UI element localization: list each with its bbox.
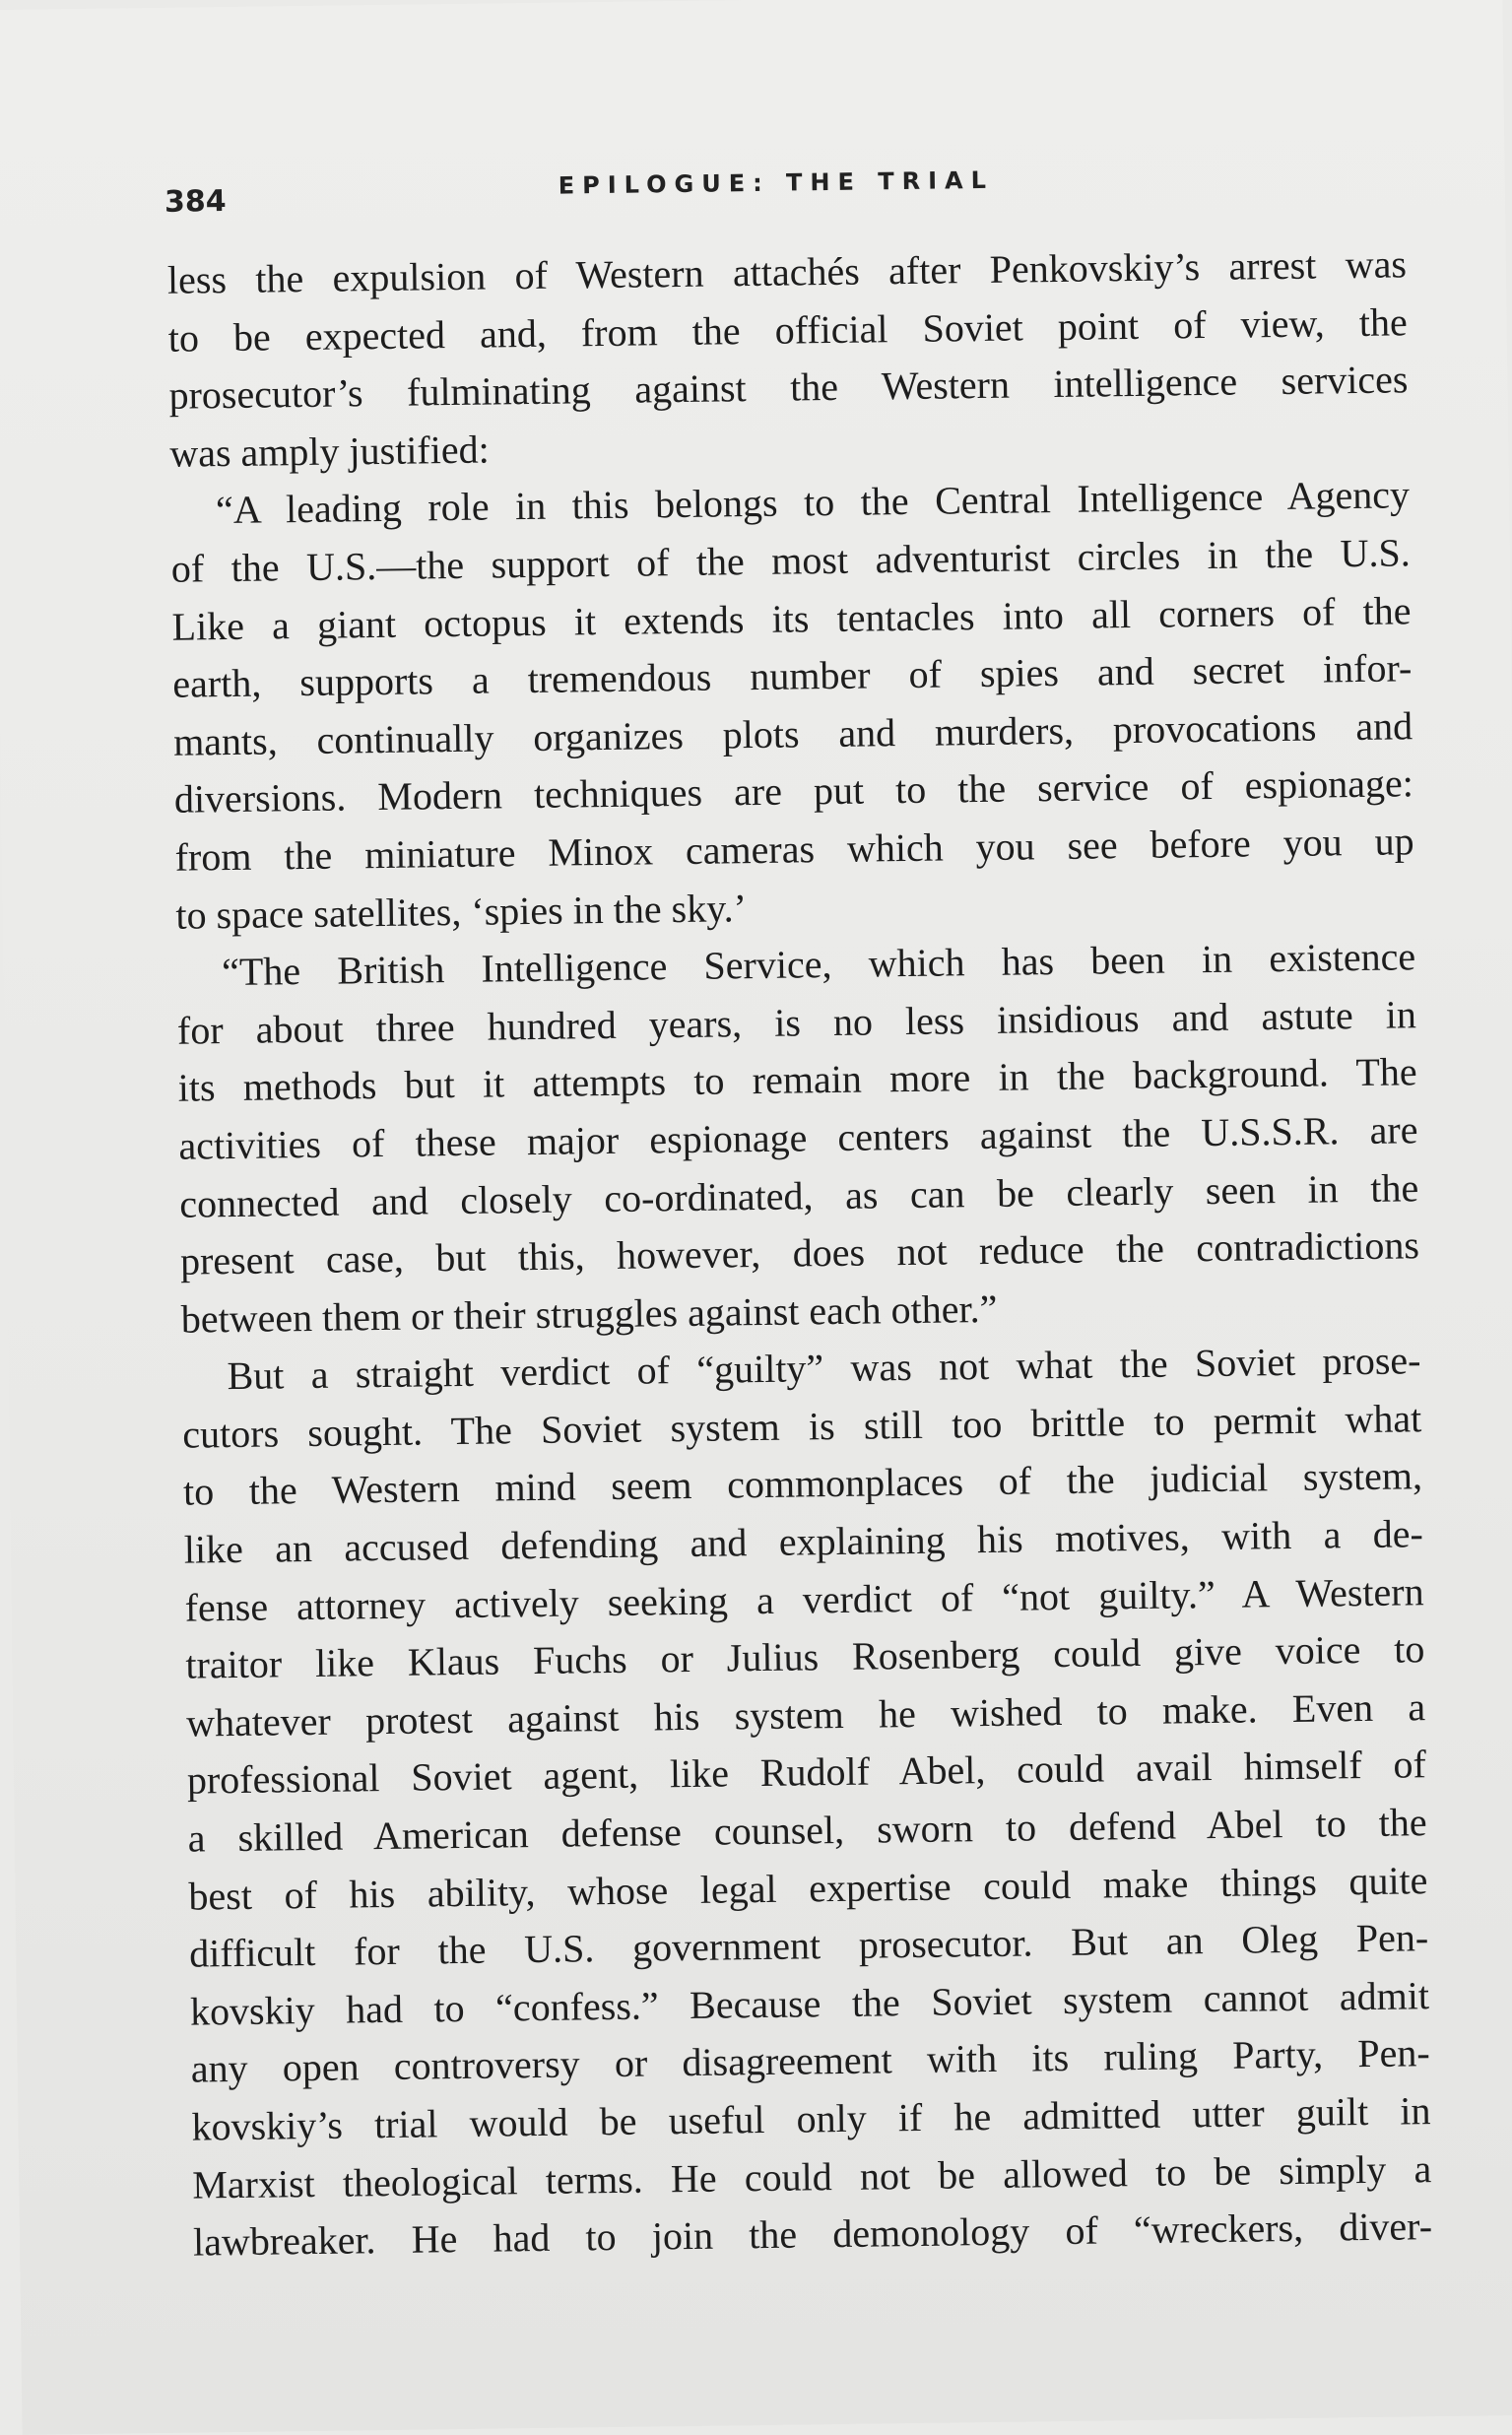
text-line: fense attorney actively seeking a verdict of “not guilty.” A Western bbox=[184, 1568, 1424, 1630]
text-line: difficult for the U.S. government prosecutor. But an Oleg Pen- bbox=[188, 1915, 1429, 1976]
text-line: earth, supports a tremendous number of spies and secret infor- bbox=[172, 645, 1413, 706]
text-line: for about three hundred years, is no less insidious and astute in bbox=[176, 991, 1417, 1053]
text-line: from the miniature Minox cameras which you see before you up bbox=[174, 819, 1414, 880]
text-line: “A leading role in this belongs to the Central Intelligence Agency bbox=[215, 472, 1411, 533]
text-line: traitor like Klaus Fuchs or Julius Rosenberg could give voice to bbox=[185, 1626, 1425, 1687]
text-line: Marxist theological terms. He could not be allowed to be simply a bbox=[192, 2145, 1432, 2207]
text-line: its methods but it attempts to remain more in the background. The bbox=[177, 1049, 1417, 1111]
text-line: kovskiy’s trial would be useful only if he admitted utter guilt in bbox=[191, 2088, 1431, 2149]
body-text bbox=[167, 235, 1433, 2271]
text-line: whatever protest against his system he wished to make. Even a bbox=[185, 1684, 1426, 1745]
text-line: was amply justified: bbox=[169, 427, 490, 476]
paragraph bbox=[167, 235, 1410, 483]
paragraph bbox=[176, 928, 1420, 1349]
page-number: 384 bbox=[164, 183, 227, 220]
running-header: EPILOGUE: THE TRIAL bbox=[558, 165, 995, 200]
text-line: of the U.S.—the support of the most adventurist circles in the U.S. bbox=[170, 530, 1412, 591]
text-line: to the Western mind seem commonplaces of the judicial system, bbox=[182, 1453, 1423, 1515]
text-line: lawbreaker. He had to join the demonology of “wreckers, diver- bbox=[192, 2204, 1433, 2265]
paragraph bbox=[170, 467, 1415, 945]
text-line: to be expected and, from the official Soviet point of view, the bbox=[167, 298, 1408, 361]
text-line: Like a giant octopus it extends its tentacles into all corners of the bbox=[171, 587, 1412, 649]
text-line: kovskiy had to “confess.” Because the Soviet system cannot admit bbox=[189, 1972, 1430, 2034]
text-line: cutors sought. The Soviet system is still too brittle to permit what bbox=[182, 1396, 1422, 1457]
text-line: prosecutor’s fulminating against the Western intelligence services bbox=[168, 357, 1409, 418]
text-line: between them or their struggles against each other.” bbox=[180, 1285, 998, 1342]
text-line: any open controversy or disagreement with its ruling Party, Pen- bbox=[190, 2030, 1430, 2092]
text-line: a skilled American defense counsel, sworn to defend Abel to the bbox=[187, 1800, 1427, 1861]
text-line: But a straight verdict of “guilty” was not what the Soviet prose- bbox=[227, 1338, 1421, 1399]
text-line: “The British Intelligence Service, which has been in existence bbox=[221, 934, 1416, 995]
text-line: connected and closely co-ordinated, as can be clearly seen in the bbox=[178, 1164, 1419, 1226]
text-line: to space satellites, ‘spies in the sky.’ bbox=[175, 885, 748, 938]
text-line: mants, continually organizes plots and murders, provocations and bbox=[172, 703, 1413, 764]
text-line: diversions. Modern techniques are put to the service of espionage: bbox=[173, 760, 1414, 823]
text-line: present case, but this, however, does not reduce the contradictions bbox=[179, 1222, 1420, 1283]
text-line: professional Soviet agent, like Rudolf Abel, could avail himself of bbox=[186, 1742, 1427, 1804]
text-line: less the expulsion of Western attachés after Penkovskiy’s arrest was bbox=[166, 241, 1408, 302]
text-line: like an accused defending and explaining his motives, with a de- bbox=[183, 1511, 1424, 1572]
text-line: best of his ability, whose legal expertise could make things quite bbox=[188, 1857, 1428, 1919]
text-line: activities of these major espionage centers against the U.S.S.R. are bbox=[178, 1107, 1418, 1168]
paragraph bbox=[181, 1333, 1432, 2272]
